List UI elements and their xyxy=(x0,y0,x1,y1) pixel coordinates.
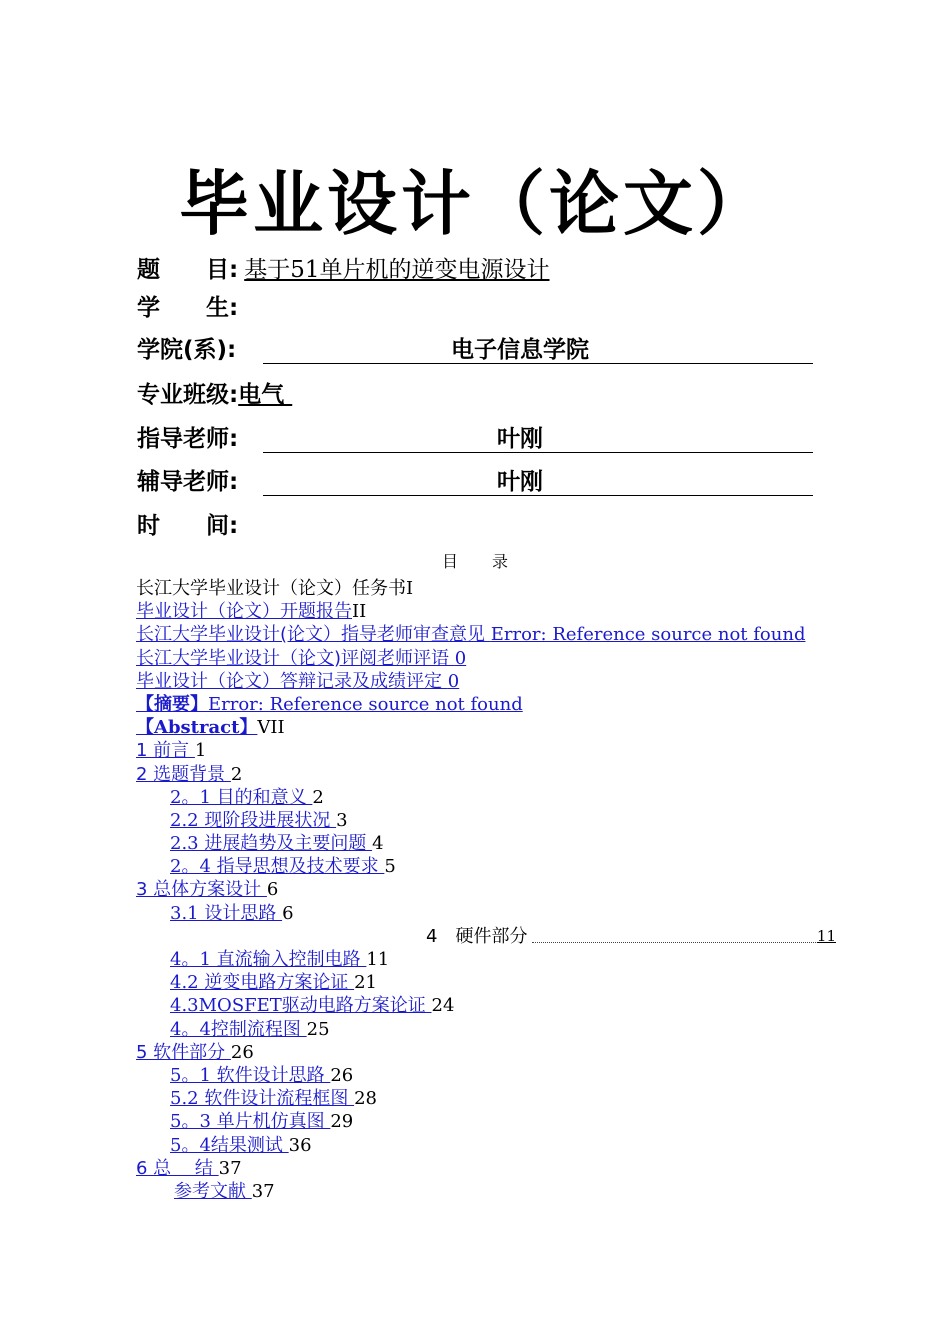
college-field xyxy=(137,336,589,364)
toc-entry-label: 4 硬件部分 xyxy=(426,925,528,947)
class-field xyxy=(137,381,292,409)
toc-entry[interactable] xyxy=(136,763,836,786)
toc-entry-page: 11 xyxy=(366,949,390,970)
toc-entry-page[interactable]: Error: Reference source not found xyxy=(490,624,806,646)
student-label: 学 生: xyxy=(137,295,239,321)
toc-entry-page: 26 xyxy=(330,1064,354,1086)
toc-entry-label[interactable]: 2 选题背景 xyxy=(136,763,231,785)
toc-entry-label[interactable]: 4.2 逆变电路方案论证 xyxy=(170,972,355,994)
toc-entry-label[interactable]: 4。1 直流输入控制电路 xyxy=(170,949,367,970)
toc-entry[interactable] xyxy=(136,670,836,693)
toc-entry-label[interactable]: 2.2 现阶段进展状况 xyxy=(170,809,337,831)
toc-entry[interactable] xyxy=(136,994,836,1017)
toc-entry-page[interactable]: 0 xyxy=(454,647,467,669)
toc-entry-page: 5 xyxy=(384,856,396,878)
toc-entry-page: 28 xyxy=(354,1088,377,1110)
toc-entry[interactable] xyxy=(136,623,836,646)
toc-entry[interactable] xyxy=(136,832,836,855)
toc-entry-label: 长江大学毕业设计（论文）任务书 xyxy=(136,578,406,599)
toc-entry-label[interactable]: 参考文献 xyxy=(174,1180,252,1202)
toc-entry-page: 25 xyxy=(306,1018,330,1040)
toc-entry-page[interactable]: Error: Reference source not found xyxy=(208,693,523,715)
topic-field xyxy=(137,256,549,284)
advisor-label: 指导老师: xyxy=(137,426,239,452)
college-value: 电子信息学院 xyxy=(451,337,589,363)
tutor-label: 辅导老师: xyxy=(137,469,239,495)
toc-entry[interactable] xyxy=(136,600,836,623)
student-field xyxy=(137,294,238,322)
toc-entry[interactable] xyxy=(136,1018,836,1041)
toc-entry-page: I xyxy=(406,578,414,599)
toc-entry-page: 1 xyxy=(194,740,207,762)
toc-entry-label[interactable]: 毕业设计（论文）答辩记录及成绩评定 xyxy=(136,670,448,692)
toc-entry-label[interactable]: 5。3 单片机仿真图 xyxy=(170,1111,331,1133)
toc-entry-label[interactable]: 4.3MOSFET驱动电路方案论证 xyxy=(170,995,432,1017)
toc-entry-page: 2 xyxy=(312,786,324,808)
toc-entry-page: II xyxy=(352,601,367,623)
toc-entry[interactable] xyxy=(136,855,836,878)
toc-entry[interactable] xyxy=(136,1064,836,1087)
toc-entry-label[interactable]: 2。4 指导思想及技术要求 xyxy=(170,856,385,878)
toc-entry-label[interactable]: 长江大学毕业设计(论文）指导老师审查意见 xyxy=(136,624,491,646)
toc-entry-page: 11 xyxy=(816,926,836,945)
toc-entry-page: 26 xyxy=(230,1041,254,1063)
document-title: 毕业设计（论文） xyxy=(179,163,771,245)
class-value: 电气 xyxy=(238,382,293,408)
toc-entry-label[interactable]: 5。4结果测试 xyxy=(170,1134,289,1156)
toc-entry-page: 37 xyxy=(251,1180,275,1202)
class-label: 专业班级: xyxy=(137,382,239,408)
toc-entry-label[interactable]: 5 软件部分 xyxy=(136,1041,231,1063)
toc-entry-label[interactable]: 4。4控制流程图 xyxy=(170,1018,307,1040)
toc-entry[interactable] xyxy=(136,693,836,716)
toc-entry-label[interactable]: 5.2 软件设计流程框图 xyxy=(170,1088,355,1110)
advisor-value: 叶刚 xyxy=(497,426,543,452)
toc-entry-page: 37 xyxy=(218,1157,242,1179)
toc-entry[interactable] xyxy=(136,1041,836,1064)
tutor-field xyxy=(137,468,543,496)
toc-entry[interactable] xyxy=(136,739,836,762)
toc-entry xyxy=(136,577,836,600)
college-underline xyxy=(263,336,813,364)
toc-entry-page: VII xyxy=(257,717,285,739)
toc-entry-page: 29 xyxy=(330,1111,354,1133)
toc-entry-page: 3 xyxy=(336,809,348,831)
toc-entry-label[interactable]: 2.3 进展趋势及主要问题 xyxy=(170,833,373,855)
toc-entry[interactable] xyxy=(136,1110,836,1133)
toc-entry[interactable] xyxy=(136,1134,836,1157)
toc-entry-page: 2 xyxy=(230,763,243,785)
toc-entry[interactable] xyxy=(136,902,836,925)
toc-entry-page: 36 xyxy=(288,1134,312,1156)
tutor-underline xyxy=(263,468,813,496)
toc-entry[interactable] xyxy=(136,647,836,670)
toc-entry[interactable] xyxy=(136,878,836,901)
advisor-underline xyxy=(263,425,813,453)
toc-entry[interactable] xyxy=(136,1157,836,1180)
toc-entry[interactable] xyxy=(136,716,836,739)
time-field xyxy=(137,512,238,540)
advisor-field xyxy=(137,425,543,453)
toc-entry xyxy=(136,925,836,948)
toc-entry[interactable] xyxy=(136,1087,836,1110)
toc-entry-label[interactable]: 2。1 目的和意义 xyxy=(170,786,313,808)
table-of-contents xyxy=(136,577,836,1203)
time-label: 时 间: xyxy=(137,513,239,539)
toc-entry-page: 21 xyxy=(354,972,377,994)
toc-entry-label[interactable]: 【摘要】 xyxy=(136,693,208,715)
toc-entry-page: 4 xyxy=(372,833,384,855)
toc-entry-label[interactable]: 【Abstract】 xyxy=(136,717,258,739)
toc-entry-page: 6 xyxy=(266,879,279,901)
topic-label: 题 目: xyxy=(137,257,239,283)
toc-entry[interactable] xyxy=(136,1180,836,1203)
toc-entry-label[interactable]: 5。1 软件设计思路 xyxy=(170,1064,331,1086)
tutor-value: 叶刚 xyxy=(497,469,543,495)
toc-leader-dots xyxy=(532,942,836,943)
toc-heading: 目录 xyxy=(441,552,542,571)
toc-entry-page: 6 xyxy=(282,902,294,924)
toc-entry-label[interactable]: 毕业设计（论文）开题报告 xyxy=(136,601,352,623)
toc-entry-label[interactable]: 3 总体方案设计 xyxy=(136,879,267,901)
toc-entry[interactable] xyxy=(136,786,836,809)
toc-entry[interactable] xyxy=(136,948,836,971)
toc-entry-label[interactable]: 6 总 结 xyxy=(136,1157,219,1179)
toc-entry-page[interactable]: 0 xyxy=(447,670,460,692)
topic-value: 基于51单片机的逆变电源设计 xyxy=(244,257,550,283)
toc-entry-label[interactable]: 长江大学毕业设计（论文)评阅老师评语 xyxy=(136,647,455,669)
toc-entry[interactable] xyxy=(136,971,836,994)
college-label: 学院(系): xyxy=(137,337,237,363)
toc-entry-label[interactable]: 3.1 设计思路 xyxy=(170,902,283,924)
toc-entry[interactable] xyxy=(136,809,836,832)
toc-entry-page: 24 xyxy=(431,995,455,1017)
toc-entry-label[interactable]: 1 前言 xyxy=(136,740,195,762)
